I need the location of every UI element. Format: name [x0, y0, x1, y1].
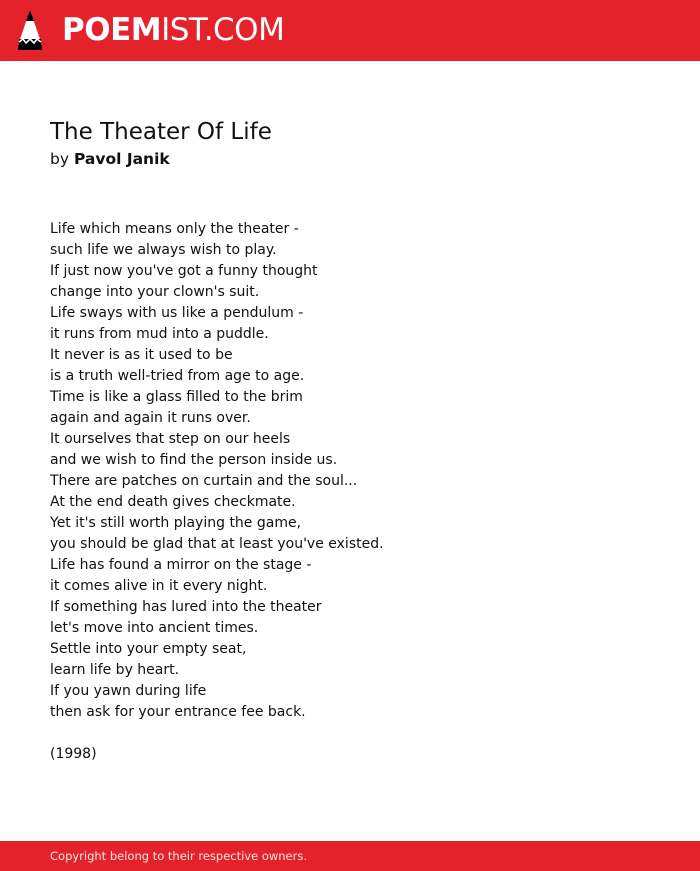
poem-line: Life has found a mirror on the stage -: [50, 557, 312, 573]
poem-line: Life sways with us like a pendulum -: [50, 305, 304, 321]
poem-line: again and again it runs over.: [50, 410, 251, 426]
poem-line: it comes alive in it every night.: [50, 578, 268, 594]
poem-line: then ask for your entrance fee back.: [50, 704, 306, 720]
site-footer: [0, 841, 700, 871]
poem-line: such life we always wish to play.: [50, 242, 277, 258]
poem-line: is a truth well-tried from age to age.: [50, 368, 305, 384]
poem-line: Settle into your empty seat,: [50, 641, 247, 657]
poem-line: Time is like a glass filled to the brim: [50, 389, 303, 405]
poem-line: It never is as it used to be: [50, 347, 233, 363]
poem-author: Pavol Janik: [73, 150, 170, 168]
pencil-icon: [17, 9, 43, 51]
poem-byline: [50, 149, 170, 169]
poem-line: it runs from mud into a puddle.: [50, 326, 269, 342]
poem-line: If just now you've got a funny thought: [50, 263, 318, 279]
poem-line: Life which means only the theater -: [50, 221, 299, 237]
poem-line: and we wish to find the person inside us.: [50, 452, 338, 468]
poem-line: If something has lured into the theater: [50, 599, 322, 615]
site-header: [0, 0, 700, 61]
poem-line: you should be glad that at least you've existed.: [50, 536, 384, 552]
poem-line: It ourselves that step on our heels: [50, 431, 291, 447]
poem-title: The Theater Of Life: [50, 119, 272, 145]
poem-line: learn life by heart.: [50, 662, 180, 678]
poem-line: There are patches on curtain and the soul...: [50, 473, 358, 489]
poem-line: change into your clown's suit.: [50, 284, 260, 300]
copyright-text: Copyright belong to their respective owners.: [50, 849, 308, 863]
poem-line: At the end death gives checkmate.: [50, 494, 296, 510]
logo-strong-text: POEM: [62, 12, 162, 48]
poem-line: If you yawn during life: [50, 683, 207, 699]
poem-year: (1998): [50, 746, 97, 762]
logo-light-text: IST.COM: [161, 12, 285, 48]
poem-line: Yet it's still worth playing the game,: [50, 515, 302, 531]
site-logo-link[interactable]: [62, 12, 284, 48]
poem-body: [50, 219, 670, 723]
poem-line: let's move into ancient times.: [50, 620, 259, 636]
by-label: by: [50, 150, 70, 168]
